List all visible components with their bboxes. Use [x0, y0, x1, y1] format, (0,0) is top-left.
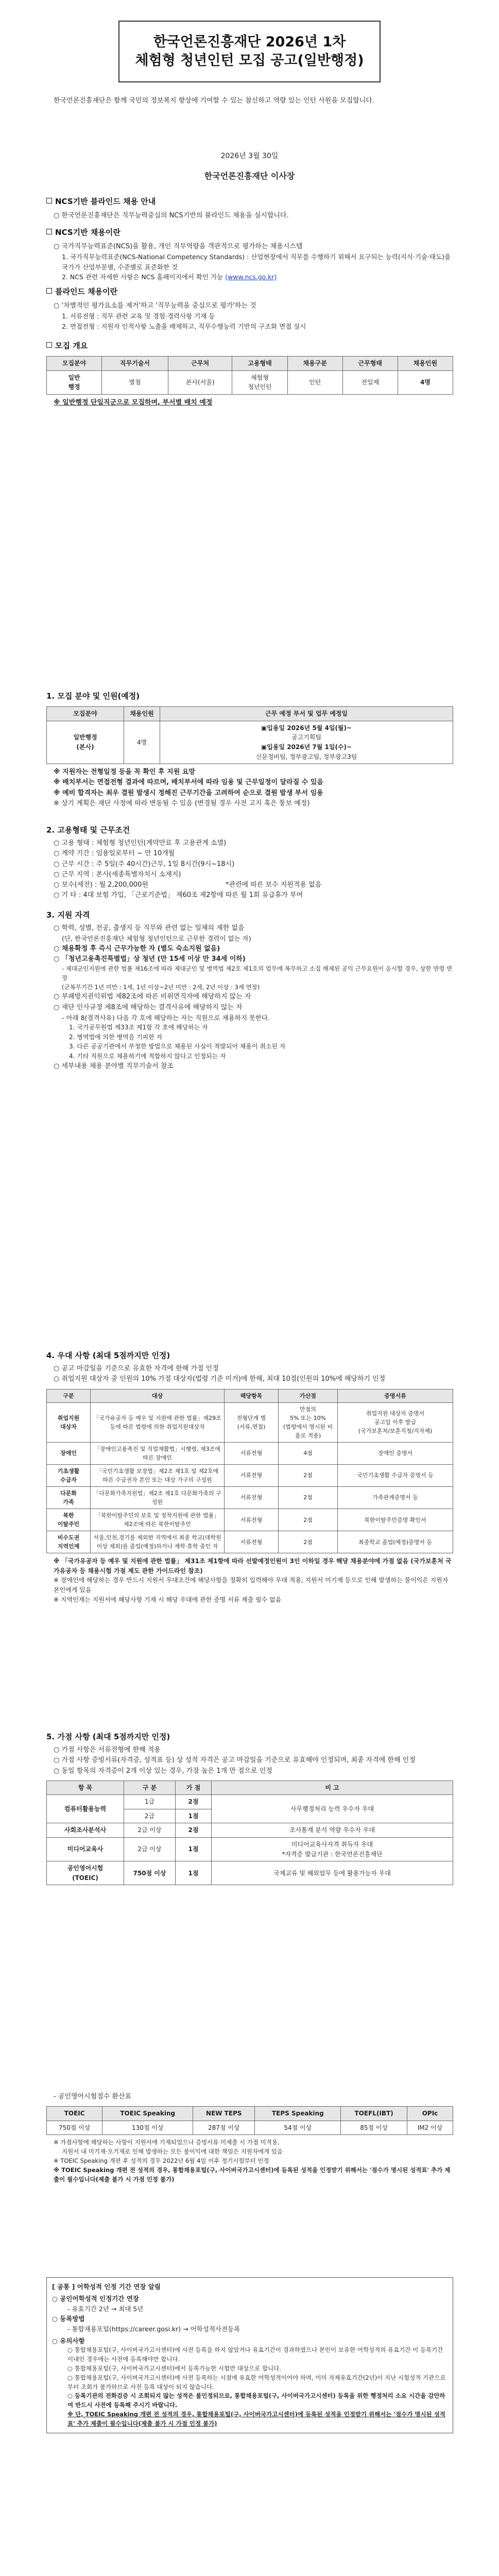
organization-signature: 한국언론진흥재단 이사장	[204, 171, 295, 181]
notice-date: 2026년 3월 30일	[220, 152, 279, 160]
table-cell: 「북한이탈주민의 보호 및 정착지원에 관한 법률」제2조에 따른 북한이탈주민	[91, 1509, 225, 1531]
language-score-appendix	[46, 2277, 453, 2433]
checkbox-icon	[46, 288, 52, 294]
table-cell: 취업지원 대상자 증명서 공고일 이후 발급 (국가보훈처/보훈지청/지자체)	[338, 1402, 453, 1442]
employment-type: ○ 고용 형태 : 체험형 청년인턴(계약만료 후 고용관계 소멸)	[54, 839, 227, 848]
section-4-preferences	[46, 1350, 453, 1604]
table-cell: IM2 이상	[407, 2121, 453, 2135]
column-header: 고용형태	[232, 357, 287, 371]
section-heading	[46, 340, 453, 352]
table-cell: 가족관계증명서 등	[338, 1486, 453, 1509]
table-cell: 1점	[176, 1838, 212, 1861]
table-cell: 최종학교 졸업(예정)증명서 등	[338, 1531, 453, 1553]
table-cell: 750점 이상	[124, 1861, 176, 1885]
eligibility-4: ○ 부패방지권익위법 제82조에 따른 비위면직자에 해당하지 않는 자	[54, 993, 251, 1001]
ncs-homepage-link[interactable]: (www.ncs.go.kr)	[225, 273, 277, 281]
section-3-eligibility	[46, 909, 453, 1072]
date-2: ▣입용일 2026년 7월 1일(수)~	[261, 743, 352, 751]
table-cell: 서류전형	[225, 1464, 279, 1486]
table-cell: 인턴	[287, 370, 342, 394]
score-conversion-section	[46, 2092, 453, 2184]
contract-period: ○ 계약 기간 : 임용일로부터 ~ 만 10개월	[54, 850, 175, 858]
column-header: 근무형태	[342, 357, 398, 371]
table-cell: 서울,인천,경기를 제외한 지역에서 최종 학교(대학원 이상 제외)를 졸업(예정)하거나 재학·휴학 중인 자	[91, 1531, 225, 1553]
blind-sub2: 2. 면접전형 : 지원자 인적사항 노출을 배제하고, 직무수행능력 기반의 구조화 면접 실시	[62, 322, 306, 330]
heading-text: 블라인드 채용이란	[55, 287, 118, 296]
table-cell	[160, 721, 453, 764]
section-heading: 2. 고용형태 및 근무조건	[46, 825, 130, 835]
table-cell: 85점 이상	[341, 2121, 407, 2135]
title-line-1: 한국언론진흥재단 2026년 1차	[153, 33, 346, 50]
column-header: 대상	[91, 1389, 225, 1402]
work-hours: ○ 근무 시간 : 주 5일(주 40시간)근무, 1일 8시간(9시~18시)	[54, 860, 235, 868]
pref-note-3: ※ 지역인재는 지원서에 해당사항 기재 시 해당 우대에 관한 증명 서류 제출 필수 없음	[54, 1596, 282, 1603]
column-header: 증명서류	[338, 1389, 453, 1402]
section-heading	[46, 286, 453, 298]
column-header: TOEIC	[47, 2107, 102, 2121]
table-row	[47, 1795, 453, 1809]
table-cell: 미디어교육사자격 취득자 우대 *자격증 발급기관 : 한국언론진흥재단	[212, 1838, 453, 1861]
table-cell: 750점 이상	[47, 2121, 102, 2135]
eligibility-5: ○ 재단 인사규정 제8조에 해당하는 결격사유에 해당하지 않는 자	[54, 1003, 243, 1011]
positions-table	[46, 706, 453, 764]
column-header: 구 분	[124, 1781, 176, 1795]
eligibility-1: ○ 학력, 성별, 전공, 출생지 등 직무와 관련 없는 일체의 제한 없음	[54, 924, 245, 933]
appendix-c3e: ※ 단, TOEIC Speaking 개편 전 성적의 경우, 통합채용포털(구, 사이버국가고시센터)에 등록된 성적을 인정받기 위해서는 '점수가 명시된 성적표' 추가 제출이 필수입니다(제출 불가 시 가점 인정 불가)	[67, 2410, 445, 2427]
note-2: ※ 배치부서는 면접전형 결과에 따르며, 배치부서에 따라 임용 및 근무일정이 달라질 수 있음	[54, 778, 323, 787]
intro-text: 한국언론진흥재단은 함께 국민의 정보복지 향상에 기여할 수 있는 참신하고 역량 있는 인턴 사원을 모집합니다.	[54, 97, 374, 105]
note-1: ※ 지원자는 전형일정 등을 꼭 확인 후 지원 요망	[54, 768, 195, 776]
column-header: 채용인원	[398, 357, 453, 371]
column-header: 구분	[47, 1389, 91, 1402]
eligibility-3: ○ 「청년고용촉진특별법」상 청년 (만 15세 이상 만 34세 이하)	[54, 955, 246, 963]
table-row	[47, 370, 453, 394]
section-2-employment	[46, 824, 453, 901]
table-cell: 전일제	[342, 370, 398, 394]
table-cell: 서류전형	[225, 1486, 279, 1509]
table-cell: 기초생활 수급자	[47, 1464, 91, 1486]
pref-line-2: ○ 취업지원 대상자 중 인원의 10% 가점 대상자(법령 기준 미거)에 한해, 최대 10점(인원의 10%에 해당하기 인정	[54, 1375, 386, 1383]
section-heading: 1. 모집 분야 및 인원(예정)	[46, 691, 140, 701]
checkbox-icon	[46, 198, 52, 204]
table-cell: 2점	[176, 1823, 212, 1838]
appendix-c2: ○ 등록방법	[52, 2315, 85, 2323]
dept-1: 공고기획팀	[291, 734, 321, 741]
ncs-intro-item: ○ 국가직무능력표준(NCS)을 활용, 개인 직무역량을 객관적으로 평가하는 채용시스템	[54, 243, 303, 251]
table-cell: 1급	[124, 1795, 176, 1809]
table-cell: 본사(서울)	[168, 370, 232, 394]
column-header: NEW TEPS	[193, 2107, 255, 2121]
table-header-row	[47, 357, 453, 371]
blind-sub1: 1. 서류전형 : 직무 관련 교육 및 경험·경력사항 기재 등	[62, 312, 215, 320]
table-row	[47, 721, 453, 764]
table-row	[47, 1509, 453, 1531]
table-cell: 2점	[279, 1486, 338, 1509]
table-cell: 다문화 가족	[47, 1486, 91, 1509]
score-conversion-table	[46, 2106, 453, 2135]
section-heading: 4. 우대 사항 (최대 5점까지만 인정)	[46, 1351, 170, 1360]
table-cell: 북한 이탈주민	[47, 1509, 91, 1531]
table-cell: 국민기초생활 수급자 증명서 등	[338, 1464, 453, 1486]
eligibility-5d: 4. 기타 직원으로 채용하기에 적합하지 않다고 인정되는 자	[69, 1052, 226, 1060]
column-header: 모집분야	[47, 707, 124, 721]
table-cell: 1점	[176, 1861, 212, 1885]
heading-text: 모집 개요	[55, 341, 88, 350]
column-header: 채용구분	[287, 357, 342, 371]
table-cell: 컴퓨터활용능력	[47, 1795, 124, 1823]
table-cell: 287점 이상	[193, 2121, 255, 2135]
overview-note: ※ 일반행정 단일직군으로 모집하며, 부서별 배치 예정	[54, 399, 213, 407]
appendix-c1: ○ 공인어학성적 인정기간 연장	[52, 2295, 139, 2303]
table-cell: 공인영어시험 (TOEIC)	[47, 1861, 124, 1885]
table-cell: 2급 이상	[124, 1838, 176, 1861]
dept-2: 신문정비팀, 정부광고팀, 정부광고3팀	[255, 753, 357, 760]
table-cell: 장애인 증명서	[338, 1442, 453, 1464]
table-cell: 54점 이상	[255, 2121, 341, 2135]
table-cell: 조사통계 분석 역량 우수자 우대	[212, 1823, 453, 1838]
table-cell: 4명	[124, 721, 160, 764]
table-header-row	[47, 1389, 453, 1402]
eligibility-5-sub: - 아래 8(결격사유) 다음 각 호에 해당하는 자는 직원으로 채용하지 못한다.	[62, 1013, 270, 1022]
appendix-c3b: ○ 통합채용포털(구, 사이버국가고시센터)에서 등록가능한 시험만 대상으로 합니다.	[67, 2364, 281, 2372]
table-cell: 별첨	[102, 370, 168, 394]
blind-section	[46, 286, 453, 331]
table-cell: 「국민기초생활 보장법」제2조 제1호 및 제2호에 따른 수급권자 본인 또는 대상 가구의 구성원	[91, 1464, 225, 1486]
section-1-positions	[46, 690, 453, 809]
heading-text: NCS기반 채용이란	[55, 228, 121, 237]
appendix-c3d: ○ 등록기관의 전화검증 시 조회되지 않는 성적은 불인정되므로, 통합채용포털(구, 사이버국가고시센터) 등록을 위한 행정처리 소요 시간을 감안하여 반드시 사전에 등록해 주시기 바랍니다.	[67, 2392, 445, 2409]
salary-note: *관련에 따른 보수 지원적용 없음	[225, 880, 322, 889]
column-header: 해당항목	[225, 1389, 279, 1402]
heading-text: NCS기반 블라인드 채용 안내	[55, 197, 156, 206]
table-cell: 2점	[279, 1509, 338, 1531]
bonus-line-3: ○ 동일 항목의 자격증이 2개 이상 있는 경우, 가장 높은 1개 만 점으로 인정	[54, 1767, 272, 1775]
conv-note-3: ※ TOEIC Speaking 개편 전 성적의 경우, 통합채용포털(구, 사이버국가고시센터)에 등록된 성적을 인정받기 위해서는 '점수가 명시된 성적표' 추가 제출이 필수입니다(제출 불가 시 가점 인정 불가)	[54, 2166, 451, 2183]
table-cell: 전형단계 별 (서류,면접)	[225, 1402, 279, 1442]
column-header: 모집분야	[47, 357, 102, 371]
table-row	[47, 1442, 453, 1464]
appendix-c3c: ○ 통합채용포털(구, 사이버국가고시센터)에 사전 등록하는 시점에 유효한 어학성적이어야 하며, 이미 자체유효기간(2년)이 지난 시험성적 기관으로부터 조회가 불가하므로 사전 등록 대상이 되지 않습니다.	[67, 2374, 446, 2391]
table-cell: 130점 이상	[102, 2121, 193, 2135]
table-cell: 4점	[279, 1442, 338, 1464]
table-row	[47, 1861, 453, 1885]
title-line-2: 체험형 청년인턴 모집 공고(일반행정)	[135, 53, 364, 69]
work-location: ○ 근무 지역 : 본사(세종특별자치시 소재지)	[54, 870, 181, 878]
table-header-row	[47, 1781, 453, 1795]
pref-line-1: ○ 공고 마감일을 기준으로 유효한 자격에 한해 가점 인정	[54, 1365, 219, 1373]
column-header: 가 점	[176, 1781, 212, 1795]
table-cell: 4명	[398, 370, 453, 394]
section-heading: 5. 가점 사항 (최대 5점까지만 인정)	[46, 1732, 170, 1741]
column-header: OPIc	[407, 2107, 453, 2121]
table-row	[47, 1402, 453, 1442]
eligibility-6: ○ 세부내용 채용 분야별 직무기술서 참조	[54, 1062, 174, 1070]
conversion-title: - 공인영어시험점수 환산표	[54, 2093, 132, 2100]
table-cell: 사회조사분석사	[47, 1823, 124, 1838]
bonus-line-1-text: ○ 가점 사항은 서류전형에 한해 적용	[54, 1746, 161, 1754]
sub2-text: 2. NCS 관련 자세한 사항은 NCS 홈페이지에서 확인 가능	[62, 273, 223, 281]
checkbox-icon	[46, 229, 52, 234]
table-cell: 「장애인고용촉진 및 직업재활법」시행령, 제3조에 따른 장애인	[91, 1442, 225, 1464]
overview-section	[46, 340, 453, 408]
ncs-guide-body: ○ 한국언론진흥재단은 직무능력중심의 NCS기반의 블라인드 채용을 실시합니다.	[54, 212, 289, 220]
eligibility-3-sub2: (군복무기간 1년 미만 : 1세, 1년 이상~2년 미만 : 2세, 2년 이상 : 3세 연장)	[62, 983, 260, 991]
appendix-c3a: ○ 통합채용포털(구, 사이버국가고시센터)에 사전 등록을 하지 않았거나 유효기간이 경과하였으나 본인이 보유한 어학성적의 유효기간 이 등록기간 이내인 경우에는 사전에 등록해야만 합니다.	[67, 2346, 443, 2363]
eligibility-1b: (단, 한국언론진흥재단 체험형 청년인턴으로 근무한 경력이 없는 자)	[62, 935, 251, 943]
column-header: 직무기술서	[102, 357, 168, 371]
section-5-bonus	[46, 1731, 453, 1885]
salary-text: ○ 보수(세전) : 월 2,200,000원	[54, 880, 148, 889]
appendix-c3: ○ 유의사항	[52, 2336, 85, 2345]
table-cell: 만점의 5% 또는 10% (법령에서 명시된 비율로 적용)	[279, 1402, 338, 1442]
overview-table	[46, 356, 453, 395]
date-1: ▣입용일 2026년 5월 4일(월)~	[261, 724, 352, 732]
ncs-intro-sub2	[62, 272, 453, 282]
table-cell: 체험형 청년인턴	[232, 370, 287, 394]
section-heading: 3. 지원 자격	[46, 910, 90, 920]
eligibility-3-sub1: - 제대군인지원에 관한 법률 제16조에 따라 제대군인 및 병역법 제2호 제1호의 업무에 복무하고 소집 해제된 공익 근무요원이 응시할 경우, 상한 연령 연장	[62, 965, 453, 981]
table-cell: 2급	[124, 1809, 176, 1823]
table-cell: 비수도권 지역인재	[47, 1531, 91, 1553]
table-row	[47, 1531, 453, 1553]
table-header-row	[47, 707, 453, 721]
ncs-intro-section	[46, 227, 453, 282]
checkbox-icon	[46, 342, 52, 348]
table-cell: 북한이탈주민증명 확인서	[338, 1509, 453, 1531]
bonus-line-1	[54, 1745, 453, 1755]
preferences-table	[46, 1389, 453, 1554]
title-box	[118, 21, 381, 82]
table-cell: 서류전형	[225, 1442, 279, 1464]
column-header: 근무처	[168, 357, 232, 371]
ncs-guide-section	[46, 196, 453, 221]
table-cell: 국제교류 및 해외업무 등에 활용가능자 우대	[212, 1861, 453, 1885]
table-cell: 2점	[176, 1795, 212, 1809]
column-header: 근무 예정 부서 및 업무 예정일	[160, 707, 453, 721]
note-4: ※ 상기 계획은 재단 사정에 따라 변동될 수 있음 (변경될 경우 사전 고지 혹은 통보 예정)	[54, 799, 310, 807]
column-header: 항 목	[47, 1781, 124, 1795]
column-header: 비 고	[212, 1781, 453, 1795]
table-row	[47, 1486, 453, 1509]
table-cell: 2급 이상	[124, 1823, 176, 1838]
column-header: TOEIC Speaking	[102, 2107, 193, 2121]
table-cell: 사무행정처리 능력 우수자 우대	[212, 1795, 453, 1823]
table-cell: 「다문화가족지원법」제2조 제1호 다문화가족의 구성원	[91, 1486, 225, 1509]
eligibility-5c: 3. 다른 공공기관에서 부정한 방법으로 채용된 사실이 적발되어 채용이 취소된 자	[69, 1043, 286, 1050]
table-cell: 장애인	[47, 1442, 91, 1464]
table-header-row	[47, 2107, 453, 2121]
appendix-c2a: - 통합채용포털(https://career.gosi.kr) → 어학성적사전등록	[67, 2325, 240, 2333]
conv-note-2: ※ TOEIC Speaking 개편 후 성적의 경우 2022년 6월 4일 이후 정기시험부터 인정	[54, 2157, 269, 2164]
salary	[54, 880, 453, 890]
table-cell: 2점	[279, 1464, 338, 1486]
appendix-title: [ 공통 ] 어학성적 인정 기간 연장 알림	[52, 2283, 161, 2291]
table-cell: 서류전형	[225, 1531, 279, 1553]
section-heading	[46, 227, 453, 239]
table-cell: 일반행정 (본사)	[47, 721, 124, 764]
section-heading	[46, 196, 453, 208]
other-conditions: ○ 기 타 : 4대 보험 가입, 「근로기준법」 제60조 제2항에 따른 월 1회 유급휴가 부여	[54, 891, 303, 899]
pref-note-1: ※ 「국가유공자 등 예우 및 지원에 관한 법률」 제31조 제1항에 따라 선발예정인원이 3인 이하일 경우 해당 채용분야에 가점 없음 (국가보훈처 국가유공자 등 채용시험 가점 제도 관한 가이드라인 참조)	[54, 1557, 452, 1574]
column-header: TEPS Speaking	[255, 2107, 341, 2121]
bonus-table	[46, 1781, 453, 1886]
column-header: 채용인원	[124, 707, 160, 721]
note-3: ※ 예비 합격자는 최우 결원 발생시 정해진 근무기간을 고려하여 순으로 결원 발생 부서 임용	[54, 789, 323, 797]
table-cell: 「국가유공자 등 예우 및 지원에 관한 법률」제29조 등에 따른 법령에 의한 취업지원대상자	[91, 1402, 225, 1442]
table-cell: 서류전형	[225, 1509, 279, 1531]
blind-item: ○ '차별적인 평가요소를 제거'하고 '직무능력을 중심으로 평가'하는 것	[54, 302, 256, 310]
table-cell: 2점	[279, 1531, 338, 1553]
eligibility-5a: 1. 국가공무원법 제33조 제1항 각 호에 해당하는 자	[69, 1024, 208, 1031]
appendix-c1a: - 유효기간 2년 → 최대 5년	[67, 2304, 144, 2313]
conv-note-1b: 지원서 내 미기재·오기재로 인해 발생하는 모든 불이익에 대한 책임은 지원자에게 있음	[62, 2148, 283, 2156]
eligibility-2: ○ 채용확정 후 즉시 근무가능한 자 (별도 숙소지원 없음)	[54, 944, 220, 953]
table-cell: 취업지원 대상자	[47, 1402, 91, 1442]
pref-note-2: ※ 장애인에 해당하는 경우 반드시 지원서 우대조건에 해당사항을 정확히 입력해야 우대 적용, 지원서 미기재 등으로 인해 발생하는 불이익은 지원자 본인에게 있음	[54, 1577, 449, 1594]
eligibility-5b: 2. 병역법에 의한 병역을 기피한 자	[69, 1033, 163, 1041]
column-header: 가산점	[279, 1389, 338, 1402]
table-cell: 미디어교육사	[47, 1838, 124, 1861]
bonus-line-2: ○ 가점 사항 증빙서류(자격증, 성적표 등) 상 성적 자격은 공고 마감일을 기준으로 유효해야 인정되며, 최종 자격에 한해 인정	[54, 1756, 416, 1765]
table-row	[47, 1838, 453, 1861]
table-row	[47, 2121, 453, 2135]
table-row	[47, 1464, 453, 1486]
table-row	[47, 1823, 453, 1838]
ncs-intro-sub1: 1. 국가직무능력표준(NCS-National Competency Standards) : 산업현장에서 직무를 수행하기 위해서 요구되는 능력(지식·기술·태도)을 국가가 산업부문별, 수준별로 표준화한 것	[62, 253, 451, 271]
conv-note-1: ※ 가점사항에 해당하는 사항이 지원서에 기재되었으나 증빙서류 미제출 시 가점 미적용,	[54, 2139, 280, 2146]
column-header: TOEFL(IBT)	[341, 2107, 407, 2121]
table-cell: 일반 행정	[47, 370, 102, 394]
table-cell: 1점	[176, 1809, 212, 1823]
